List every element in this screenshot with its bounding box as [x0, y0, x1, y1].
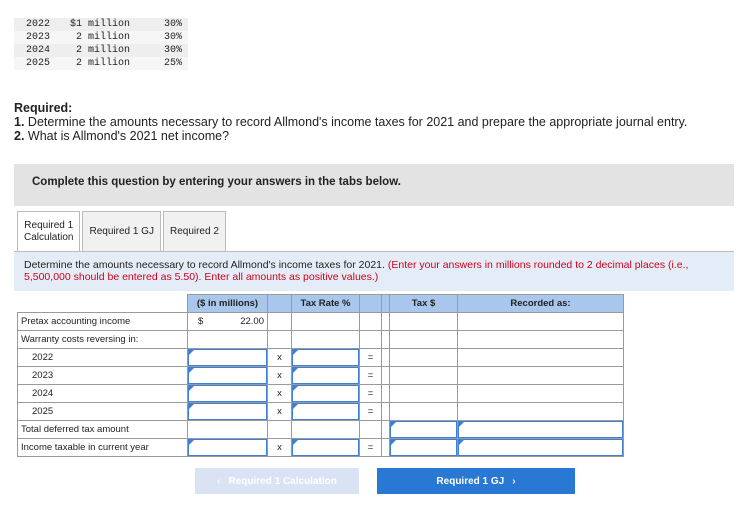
year-row — [18, 403, 624, 421]
tax-rate-schedule — [14, 18, 188, 70]
taxable-tax-input[interactable] — [390, 439, 457, 456]
rate-row — [14, 44, 188, 57]
rate-percent: 30% — [136, 31, 188, 44]
year-row — [18, 385, 624, 403]
item-text: Determine the amounts necessary to record Allmond's income taxes for 2021 and prepare the appropriate journal entry. — [27, 115, 688, 129]
amount-input-2022[interactable] — [188, 349, 267, 366]
tab-required-1-gj[interactable]: Required 1 GJ — [82, 211, 160, 252]
header-recorded-as: Recorded as: — [458, 295, 624, 313]
header-tax-dollars: Tax $ — [390, 295, 458, 313]
rate-percent: 30% — [136, 18, 188, 31]
instructions-note: (Enter your answers in millions rounded to 2 decimal places (i.e., 5,500,000 should be entered as 5.50). Enter all amounts as positive values.) — [24, 259, 689, 283]
rate-year: 2024 — [14, 44, 56, 57]
rate-amount: $1 million — [56, 18, 136, 31]
item-number: 2. — [14, 129, 25, 143]
required-item-1 — [14, 115, 687, 129]
year-label: 2025 — [18, 403, 188, 421]
tab-required-1-calculation[interactable] — [17, 211, 80, 253]
next-label: Required 1 GJ — [436, 475, 505, 487]
pretax-label: Pretax accounting income — [18, 313, 188, 331]
taxable-amount-input[interactable] — [188, 439, 267, 456]
times-sign: x — [268, 439, 292, 457]
equals-sign: = — [360, 385, 382, 403]
equals-sign: = — [360, 349, 382, 367]
item-number: 1. — [14, 115, 25, 129]
chevron-left-icon: ‹ — [217, 475, 221, 487]
instructions-panel — [14, 251, 734, 291]
rate-year: 2023 — [14, 31, 56, 44]
year-row — [18, 349, 624, 367]
rate-input-2023[interactable] — [292, 367, 359, 384]
times-sign: x — [268, 349, 292, 367]
deferred-tax-input[interactable] — [390, 421, 457, 438]
previous-label: Required 1 Calculation — [228, 475, 337, 487]
rate-amount: 2 million — [56, 57, 136, 70]
item-text: What is Allmond's 2021 net income? — [27, 129, 230, 143]
year-row — [18, 367, 624, 385]
equals-sign: = — [360, 439, 382, 457]
taxable-label: Income taxable in current year — [18, 439, 188, 457]
previous-tab-button[interactable] — [195, 468, 359, 494]
instruction-banner: Complete this question by entering your answers in the tabs below. — [14, 164, 734, 206]
year-label: 2023 — [18, 367, 188, 385]
warranty-row — [18, 331, 624, 349]
chevron-right-icon: › — [512, 475, 516, 487]
rate-input-2022[interactable] — [292, 349, 359, 366]
taxable-rate-input[interactable] — [292, 439, 359, 456]
required-heading: Required: — [14, 101, 73, 115]
required-item-2 — [14, 129, 687, 143]
year-label: 2024 — [18, 385, 188, 403]
rate-row — [14, 18, 188, 31]
amount-input-2024[interactable] — [188, 385, 267, 402]
times-sign: x — [268, 403, 292, 421]
warranty-label: Warranty costs reversing in: — [18, 331, 188, 349]
next-tab-button[interactable] — [377, 468, 575, 494]
rate-year: 2022 — [14, 18, 56, 31]
deferred-row — [18, 421, 624, 439]
rate-year: 2025 — [14, 57, 56, 70]
instructions-text: Determine the amounts necessary to record Allmond's income taxes for 2021. — [24, 259, 385, 271]
taxable-recorded-select[interactable] — [458, 439, 623, 456]
rate-amount: 2 million — [56, 31, 136, 44]
equals-sign: = — [360, 403, 382, 421]
taxable-row — [18, 439, 624, 457]
header-row — [18, 295, 624, 313]
deferred-recorded-select[interactable] — [458, 421, 623, 438]
pretax-value: $ 22.00 — [188, 313, 268, 331]
equals-sign: = — [360, 367, 382, 385]
rate-percent: 30% — [136, 44, 188, 57]
times-sign: x — [268, 367, 292, 385]
times-sign: x — [268, 385, 292, 403]
year-label: 2022 — [18, 349, 188, 367]
rate-row — [14, 57, 188, 70]
amount-input-2023[interactable] — [188, 367, 267, 384]
rate-input-2025[interactable] — [292, 403, 359, 420]
header-millions: ($ in millions) — [188, 295, 268, 313]
deferred-label: Total deferred tax amount — [18, 421, 188, 439]
tab-label: Required 1 Calculation — [24, 220, 74, 243]
pretax-row — [18, 313, 624, 331]
amount-input-2025[interactable] — [188, 403, 267, 420]
tab-required-2[interactable]: Required 2 — [163, 211, 226, 252]
header-tax-rate: Tax Rate % — [292, 295, 360, 313]
rate-amount: 2 million — [56, 44, 136, 57]
rate-percent: 25% — [136, 57, 188, 70]
tab-bar — [17, 211, 226, 252]
rate-input-2024[interactable] — [292, 385, 359, 402]
tax-worksheet — [17, 294, 624, 457]
requirements — [14, 101, 687, 143]
rate-row — [14, 31, 188, 44]
